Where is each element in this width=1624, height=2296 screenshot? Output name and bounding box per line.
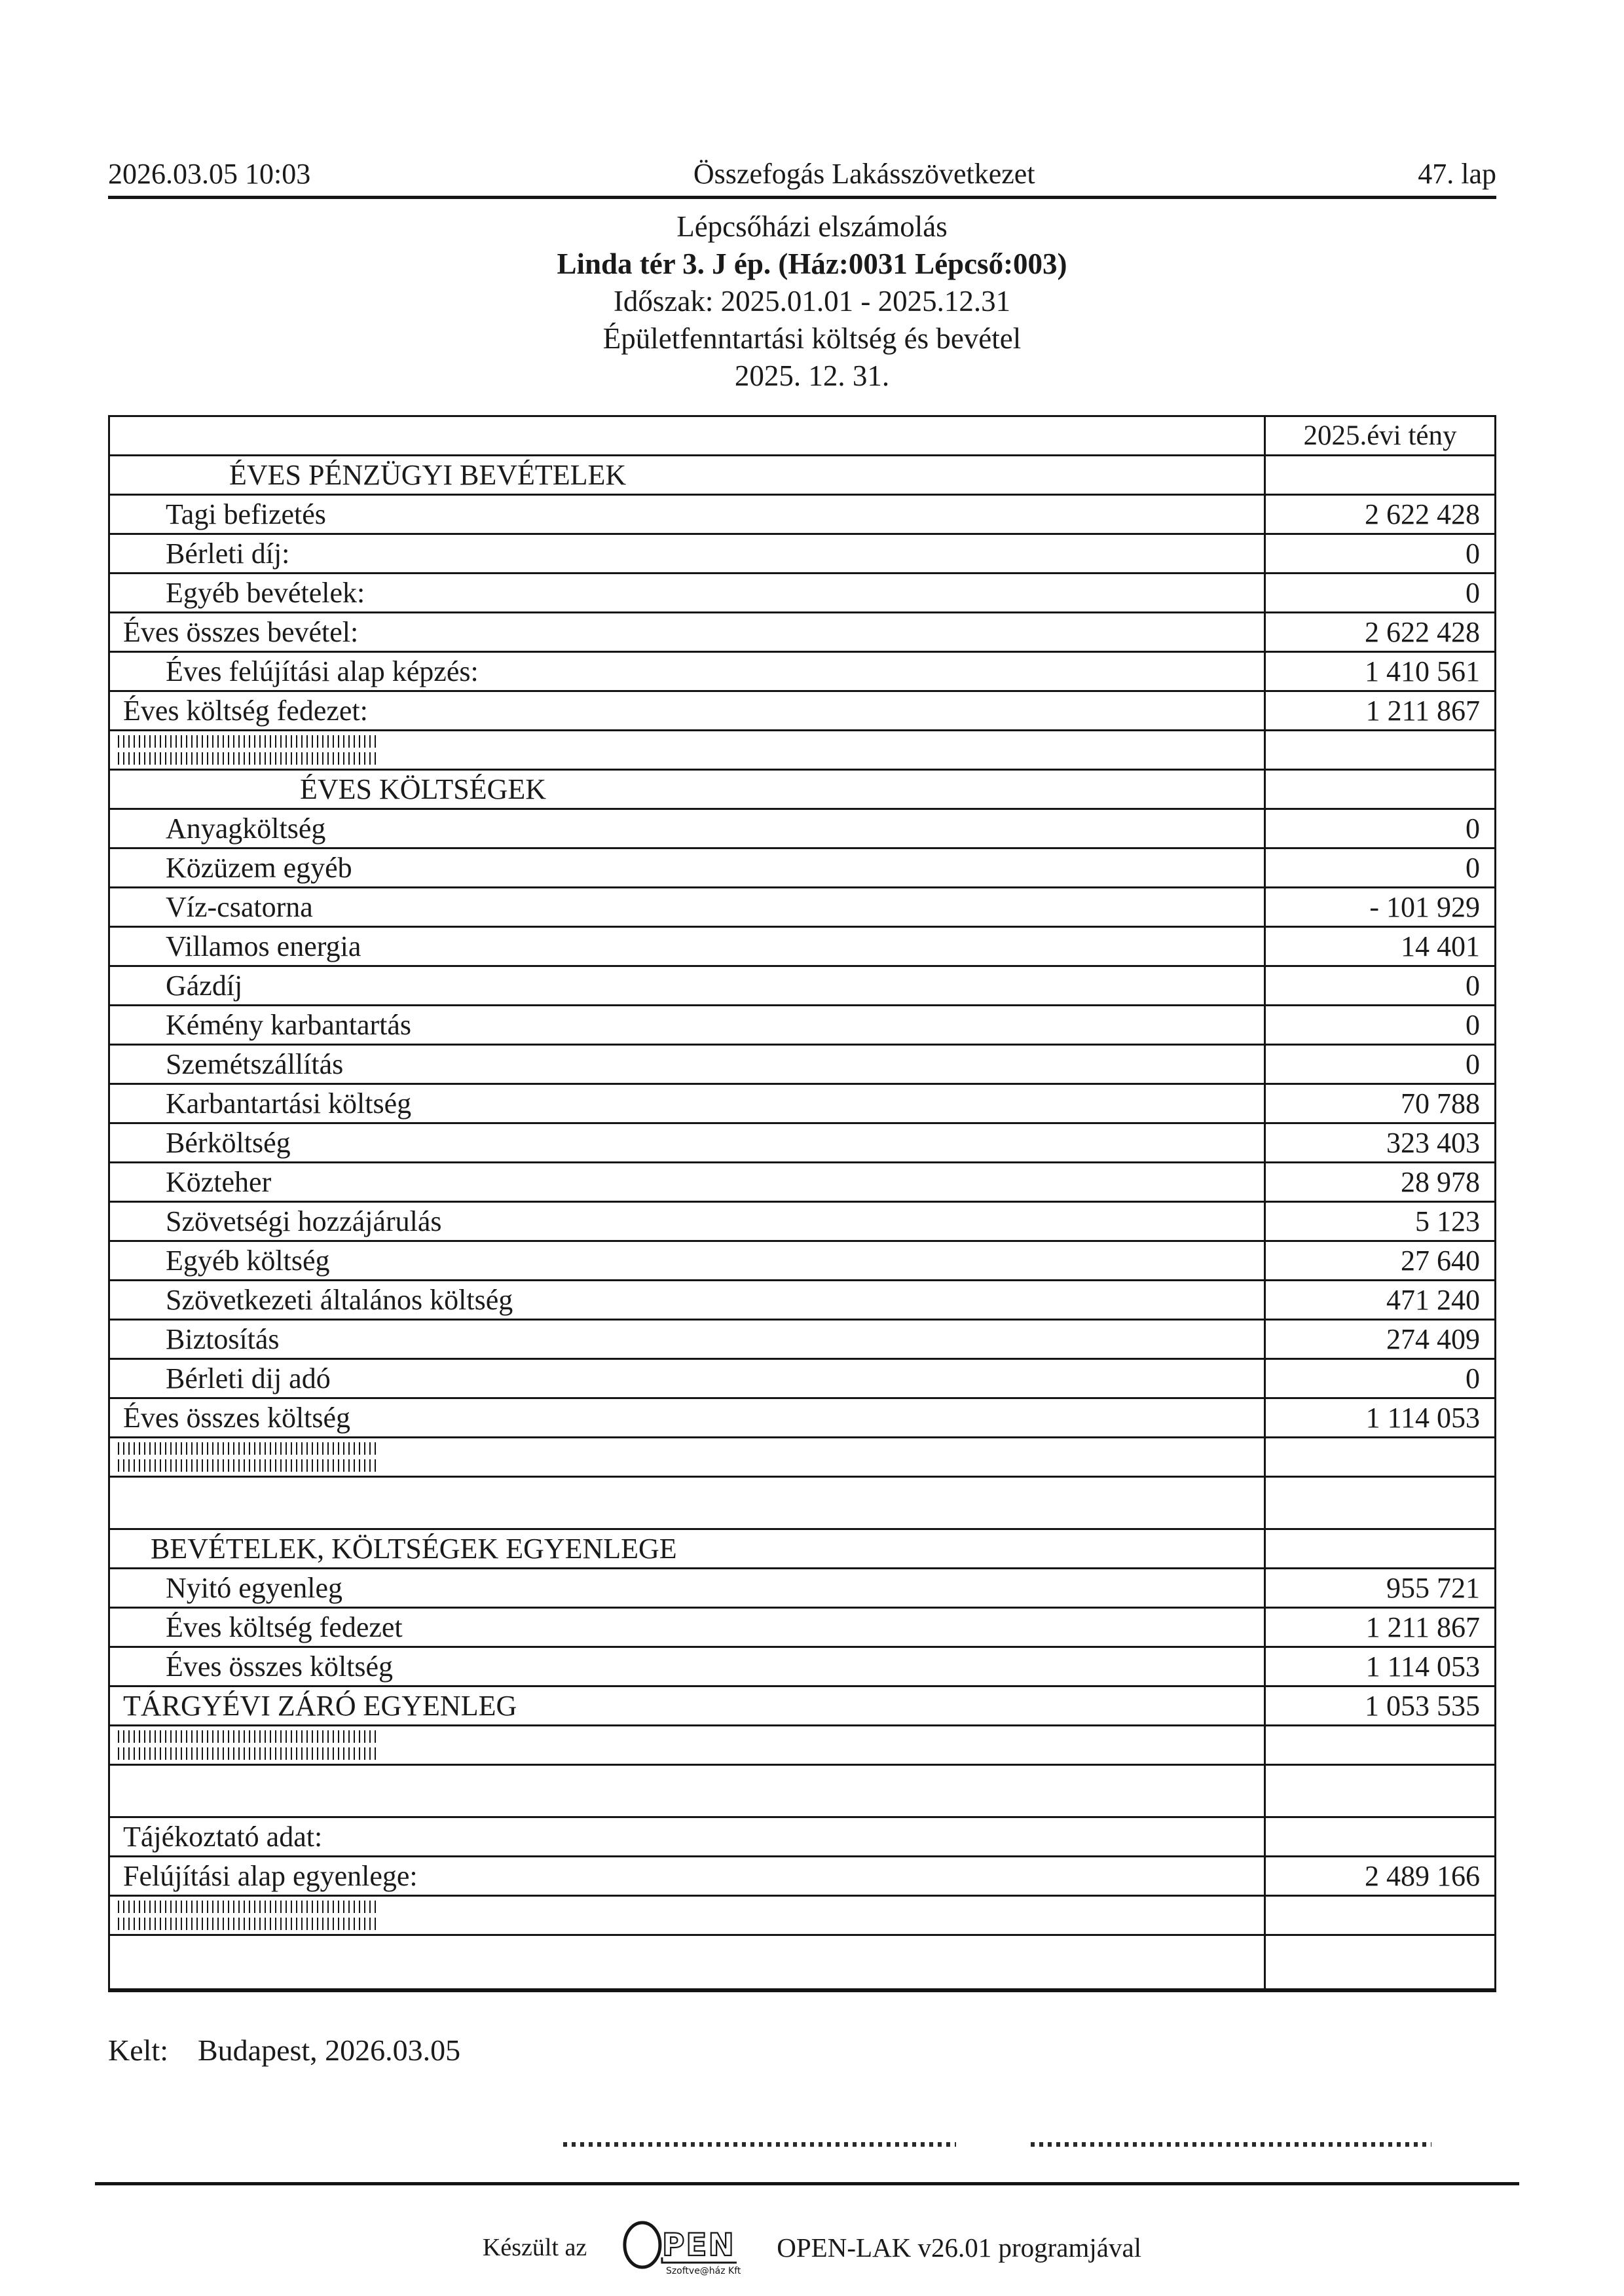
row-value: 14 401 — [1264, 928, 1494, 965]
row-label: Éves költség fedezet: — [123, 695, 368, 727]
row-label: Éves költség fedezet — [166, 1611, 403, 1643]
row-value: 2 622 428 — [1264, 613, 1494, 651]
table-row — [110, 967, 1494, 1006]
table-header-row — [110, 417, 1494, 456]
row-value: 0 — [1264, 574, 1494, 611]
row-value: 274 409 — [1264, 1321, 1494, 1358]
row-value: 0 — [1264, 1006, 1494, 1044]
table-row — [110, 613, 1494, 653]
row-label: Tájékoztató adat: — [123, 1821, 323, 1853]
table-row — [110, 888, 1494, 928]
row-value: 0 — [1264, 967, 1494, 1004]
logo-o-circle — [625, 2223, 660, 2267]
table-row — [110, 456, 1494, 496]
table-row — [110, 1124, 1494, 1163]
row-label: Szemétszállítás — [166, 1048, 344, 1080]
row-value: 471 240 — [1264, 1281, 1494, 1319]
report-type: Lépcsőházi elszámolás — [676, 210, 948, 243]
row-value: 0 — [1264, 1046, 1494, 1083]
row-value: 1 114 053 — [1264, 1399, 1494, 1436]
made-with-prefix: Készült az — [482, 2233, 587, 2261]
row-label — [110, 1897, 1264, 1934]
table-row — [110, 1766, 1494, 1818]
row-value: 0 — [1264, 849, 1494, 886]
signature-line-right — [1031, 2142, 1431, 2147]
row-value: 1 053 535 — [1264, 1687, 1494, 1724]
barcode-band — [118, 1442, 380, 1455]
row-label: Bérköltség — [166, 1127, 291, 1159]
row-label: Közüzem egyéb — [166, 852, 352, 884]
barcode-band — [118, 752, 380, 765]
row-label: Bérleti díj: — [166, 538, 290, 570]
row-value — [1264, 456, 1494, 494]
row-label: Biztosítás — [166, 1323, 280, 1355]
table-row — [110, 1936, 1494, 1988]
report-address: Linda tér 3. J ép. (Ház:0031 Lépcső:003) — [557, 247, 1067, 280]
report-subtitle: Épületfenntartási költség és bevétel — [602, 322, 1022, 355]
made-with-suffix: OPEN-LAK v26.01 programjával — [777, 2232, 1142, 2263]
title-block — [0, 208, 1624, 395]
row-label: Gázdíj — [166, 970, 243, 1002]
row-label: Éves összes bevétel: — [123, 616, 359, 648]
table-row — [110, 1726, 1494, 1766]
table-row — [110, 496, 1494, 535]
row-label: Karbantartási költség — [166, 1087, 412, 1120]
table-row — [110, 1687, 1494, 1726]
row-label — [110, 731, 1264, 769]
table-row — [110, 1006, 1494, 1046]
header-rule — [108, 196, 1496, 199]
row-label: Tagi befizetés — [166, 498, 326, 530]
row-value: 1 211 867 — [1264, 1609, 1494, 1646]
row-value: 2 489 166 — [1264, 1857, 1494, 1895]
row-label: TÁRGYÉVI ZÁRÓ EGYENLEG — [123, 1690, 517, 1722]
made-with-line — [483, 2216, 1141, 2278]
table-row — [110, 731, 1494, 771]
table-row — [110, 928, 1494, 967]
page-header — [108, 157, 1496, 191]
barcode-band — [118, 1918, 380, 1930]
logo-letters: PEN — [662, 2227, 736, 2263]
row-label: BEVÉTELEK, KÖLTSÉGEK EGYENLEGE — [151, 1533, 677, 1565]
table-row — [110, 1203, 1494, 1242]
row-value — [1264, 1818, 1494, 1855]
barcode-band — [118, 1730, 380, 1743]
row-label — [110, 1438, 1264, 1476]
table-row — [110, 692, 1494, 731]
barcode-band — [118, 1459, 380, 1472]
kelt-value: Budapest, 2026.03.05 — [197, 2033, 461, 2067]
report-period: Időszak: 2025.01.01 - 2025.12.31 — [613, 285, 1011, 318]
row-value — [1264, 731, 1494, 769]
table-row — [110, 1897, 1494, 1936]
logo-subtext: Szoftve@ház Kft — [666, 2266, 741, 2276]
row-label: Éves összes költség — [166, 1650, 394, 1683]
footer-rule — [95, 2182, 1519, 2185]
table-row — [110, 1360, 1494, 1399]
row-label — [110, 1936, 1264, 1988]
table-row — [110, 1242, 1494, 1281]
row-label — [110, 1766, 1264, 1816]
table-row — [110, 1438, 1494, 1478]
row-label: Villamos energia — [166, 930, 361, 962]
barcode-band — [118, 1747, 380, 1760]
table-row — [110, 810, 1494, 849]
row-label: Víz-csatorna — [166, 891, 313, 923]
table-row — [110, 1085, 1494, 1124]
row-label: Éves felújítási alap képzés: — [166, 655, 479, 687]
print-datetime: 2026.03.05 10:03 — [108, 158, 311, 190]
row-label — [110, 1726, 1264, 1764]
table-row — [110, 574, 1494, 613]
row-value — [1264, 771, 1494, 808]
organization-name: Összefogás Lakásszövetkezet — [693, 158, 1035, 190]
kelt-label: Kelt: — [108, 2033, 168, 2067]
row-value: 323 403 — [1264, 1124, 1494, 1161]
value-column-header: 2025.évi tény — [1264, 417, 1494, 454]
row-label: Éves összes költség — [123, 1402, 351, 1434]
row-label: ÉVES PÉNZÜGYI BEVÉTELEK — [229, 459, 627, 491]
main-table — [108, 415, 1496, 1992]
row-label — [110, 417, 1264, 454]
row-value: 955 721 — [1264, 1569, 1494, 1607]
row-label: Felújítási alap egyenlege: — [123, 1860, 418, 1892]
row-value — [1264, 1726, 1494, 1764]
row-label: Közteher — [166, 1166, 272, 1198]
report-date: 2025. 12. 31. — [734, 359, 890, 392]
row-value: 0 — [1264, 1360, 1494, 1397]
barcode-stripes — [118, 1730, 380, 1760]
table-row — [110, 1399, 1494, 1438]
row-value: 28 978 — [1264, 1163, 1494, 1201]
row-value: 1 211 867 — [1264, 692, 1494, 729]
barcode-stripes — [118, 1442, 380, 1472]
row-value — [1264, 1478, 1494, 1528]
row-value — [1264, 1438, 1494, 1476]
barcode-stripes — [118, 1901, 380, 1930]
table-row — [110, 1609, 1494, 1648]
table-row — [110, 1818, 1494, 1857]
row-value: 2 622 428 — [1264, 496, 1494, 533]
table-row — [110, 1321, 1494, 1360]
row-value: 0 — [1264, 535, 1494, 572]
row-label: Anyagköltség — [166, 812, 326, 845]
row-label: Kémény karbantartás — [166, 1009, 412, 1041]
row-value: 70 788 — [1264, 1085, 1494, 1122]
table-row — [110, 653, 1494, 692]
dated-at-line — [108, 2033, 460, 2068]
row-label: ÉVES KÖLTSÉGEK — [300, 773, 547, 805]
row-value — [1264, 1936, 1494, 1988]
table-row — [110, 1857, 1494, 1897]
row-value: 1 410 561 — [1264, 653, 1494, 690]
row-value — [1264, 1766, 1494, 1816]
signature-line-left — [563, 2142, 956, 2147]
row-label: Nyitó egyenleg — [166, 1572, 343, 1604]
row-value — [1264, 1530, 1494, 1567]
table-row — [110, 1530, 1494, 1569]
open-szoftverhaz-logo — [623, 2216, 741, 2278]
table-row — [110, 1569, 1494, 1609]
row-value: 27 640 — [1264, 1242, 1494, 1279]
row-value: 0 — [1264, 810, 1494, 847]
table-row — [110, 849, 1494, 888]
page-number: 47. lap — [1418, 158, 1496, 190]
row-label — [110, 1478, 1264, 1528]
row-value: 1 114 053 — [1264, 1648, 1494, 1685]
row-value: 5 123 — [1264, 1203, 1494, 1240]
table-row — [110, 771, 1494, 810]
row-label: Szövetségi hozzájárulás — [166, 1205, 442, 1237]
table-row — [110, 1046, 1494, 1085]
row-value — [1264, 1897, 1494, 1934]
table-row — [110, 1281, 1494, 1321]
row-label: Szövetkezeti általános költség — [166, 1284, 513, 1316]
table-row — [110, 1648, 1494, 1687]
table-row — [110, 1163, 1494, 1203]
row-label: Egyéb bevételek: — [166, 577, 365, 609]
barcode-stripes — [118, 735, 380, 765]
row-value: - 101 929 — [1264, 888, 1494, 926]
row-label: Bérleti dij adó — [166, 1362, 331, 1394]
table-row — [110, 535, 1494, 574]
barcode-band — [118, 735, 380, 748]
table-row — [110, 1478, 1494, 1530]
row-label: Egyéb költség — [166, 1245, 330, 1277]
barcode-band — [118, 1901, 380, 1913]
